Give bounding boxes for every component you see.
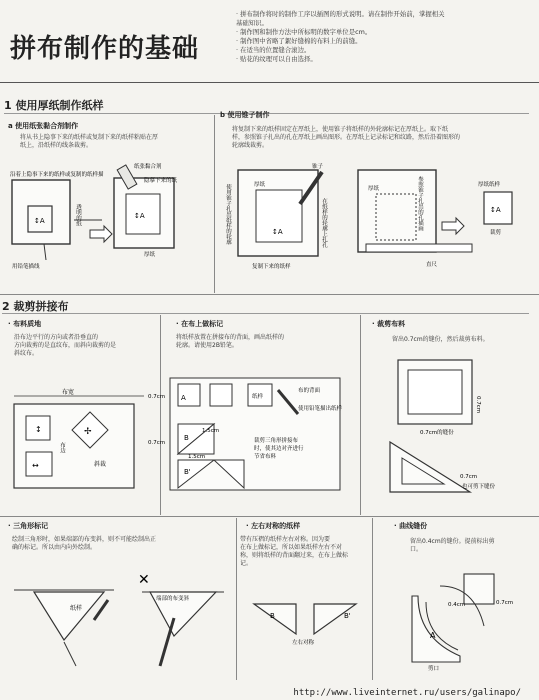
label-pencil: 用铅笔描线	[12, 264, 40, 270]
label-seam-1: 0.7cm	[148, 394, 166, 400]
label-cut: 裁剪	[490, 230, 502, 236]
label-a: A	[430, 631, 436, 640]
label-symmetric: 左右对称	[292, 640, 315, 646]
section3-c1-title: · 三角形标记	[8, 522, 49, 530]
section2-c1-illustration	[4, 384, 154, 496]
intro-line: · 制作图中省略了絮好缝棉的布料上的前缝。	[236, 37, 362, 45]
column-divider	[360, 315, 361, 515]
body-line: 在布上做标记，所以如果纸样左右不对	[240, 544, 343, 551]
section2-c3-body	[392, 336, 489, 344]
label-template: 厚纸纸样	[478, 182, 501, 188]
body-line: 确的标记。所以由内向外绘制。	[12, 544, 97, 551]
label-use-pencil: 使用铅笔描出纸样	[298, 406, 343, 412]
pencil-icon	[44, 244, 46, 260]
arrow-out	[64, 642, 76, 666]
body-line: 将纸样放置在拼接布的背面，画出纸样的	[176, 334, 285, 341]
label-bias: 斜裁	[94, 461, 107, 468]
label-traced: 隐摹下来的纸	[144, 178, 178, 184]
label-b: B	[184, 434, 189, 442]
section3-divider	[0, 516, 539, 517]
section2-title: 裁剪拼接布	[13, 300, 69, 313]
cross-grain-square	[26, 452, 52, 476]
body-line: 绘制三角形时，如果端部的布变斜，则不可能绘制出正	[12, 536, 157, 543]
traced-paper	[12, 180, 70, 244]
intro-line: · 贴花的纹理可以自由选择。	[236, 55, 317, 63]
section2-heading	[2, 298, 69, 314]
label-fabric-back: 布的背面	[298, 388, 321, 394]
label-b: B	[270, 612, 275, 620]
label-cardboard: 厚纸	[144, 252, 156, 258]
label-glue: 纸张黏合剂	[134, 164, 162, 170]
grain-arrow-label: ↕A	[134, 212, 145, 220]
cross-arrow-icon: ✢	[84, 427, 92, 437]
section3-c2-title: · 左右对称的纸样	[246, 522, 301, 530]
body-line: 斜纹布。	[14, 350, 39, 357]
body-line: 将从书上隐事下来的纸样或复制下来的纸样粘贴在厚	[20, 134, 159, 141]
triangle-pattern	[34, 592, 104, 640]
section3-c3-body	[410, 538, 495, 554]
wrong-mark-icon: ✕	[138, 572, 150, 588]
label-cardboard-2: 厚纸	[368, 186, 380, 192]
body-line: 纸上，沿纸样的线条裁剪。	[20, 142, 93, 149]
section1-title: 使用厚纸制作纸样	[15, 99, 104, 112]
label-cut-allowance: 也可剪下缝份	[462, 484, 496, 490]
column-divider	[236, 518, 237, 680]
label-transparent-paper: 透明的纸	[75, 204, 81, 226]
section2-c2-illustration	[148, 370, 356, 500]
label-seam-small: 0.7cm	[460, 474, 478, 480]
body-line: 沿布边平行的方向或者沿垂直的	[14, 334, 99, 341]
pattern-line	[408, 370, 462, 414]
section3-c1-illustration	[4, 570, 234, 680]
label-awl: 锥子	[312, 164, 324, 170]
section1-number: 1	[4, 99, 12, 112]
column-divider	[372, 518, 373, 680]
section1-b-title: b 使用锥子制作	[220, 111, 270, 119]
page-title: 拼布制作的基础	[10, 34, 200, 64]
label-seam-4: 1.5cm	[188, 454, 206, 460]
label-seam-2: 1.5cm	[202, 428, 220, 434]
label-b-prime: B'	[184, 468, 191, 476]
body-line: 轮廓。请使用2B铅笔。	[176, 342, 238, 349]
body-line: 留出0.7cm的缝份，然后裁剪布料。	[392, 336, 489, 343]
arrow-icon	[442, 218, 464, 234]
section2-c1-body	[14, 334, 116, 358]
label-cardboard: 厚纸	[254, 182, 266, 188]
label-b-prime: B'	[344, 612, 351, 620]
intro-line: · 拼布制作将时的制作工序以插图的形式说明。请在制作开始前，掌握相关	[236, 10, 445, 18]
pattern-box	[210, 384, 232, 406]
label-seam-allowance-side: 0.7cm	[475, 396, 481, 414]
section2-c3-illustration	[366, 350, 532, 500]
body-line: 记。	[240, 560, 253, 567]
pattern-b	[254, 604, 296, 634]
section2-c3-title: · 裁剪布料	[372, 320, 406, 328]
section3-c3-illustration	[404, 566, 534, 674]
grain-arrow-label: ↕A	[34, 217, 45, 225]
label-fabric-width: 布宽	[62, 389, 75, 396]
body-line: 轮廓线裁剪。	[232, 142, 269, 149]
label-trace: 沿着上隐事下来的纸样或复制的纸样描	[10, 172, 104, 178]
label-trace-holes: 参照锥子扎出的孔描画	[417, 176, 423, 231]
header-divider	[0, 82, 539, 83]
column-divider	[214, 115, 215, 293]
corner-square	[464, 574, 494, 604]
section1-b-body	[232, 126, 460, 150]
grain-arrow-label: ↕A	[490, 206, 501, 214]
label-seam-04: 0.4cm	[448, 602, 466, 608]
section2-c1-title: · 布料质地	[8, 320, 42, 328]
arrow-icon	[90, 226, 112, 242]
label-triangle-note-2: 时，使其边对齐进行	[254, 446, 304, 452]
label-punch: 在纸样的轮廓上扎孔	[321, 198, 327, 248]
section1-heading	[4, 97, 104, 113]
body-line: 口。	[410, 546, 423, 553]
intro-line: · 制作图和制作方法中所标明的数字单位是cm。	[236, 28, 372, 36]
grain-arrow-label: ↕A	[272, 228, 283, 236]
section3-c2-body	[240, 536, 348, 568]
pencil-icon	[160, 618, 174, 666]
label-awl-outline: 使用锥子扎出纸样的轮廓	[225, 184, 231, 245]
body-line: 方向裁剪的是直纹布，而斜向裁剪的是	[14, 342, 117, 349]
label-ruler: 直尺	[426, 262, 438, 268]
grain-arrow: ↕	[35, 425, 42, 434]
label-copied: 复制下来的纸样	[252, 264, 291, 270]
section1-b-illustration	[216, 160, 534, 280]
section3-c2-illustration	[240, 596, 370, 646]
label-seam-07: 0.7cm	[496, 600, 514, 606]
intro-line: · 在适当的位置缝合滚边。	[236, 46, 311, 54]
section1-a-body	[20, 134, 158, 150]
body-line: 称，则将纸样的背面翻过来，在布上做标	[240, 552, 349, 559]
label-bias-edge: 端部的布变斜	[156, 596, 190, 602]
label-seam-3: 0.7cm	[148, 440, 166, 446]
section3-c3-title: · 曲线缝份	[394, 522, 428, 530]
section1-a-illustration	[4, 160, 214, 270]
pencil-icon	[94, 600, 108, 620]
label-notch: 剪口	[428, 666, 440, 672]
body-line: 将复制下来的纸样固定在厚纸上，使用锥子将纸样的外轮廓标记在厚纸上。取下纸	[232, 126, 449, 133]
grain-arrow: ↔	[32, 461, 39, 470]
label-triangle-note-3: 节省布料	[254, 454, 277, 460]
ruler-icon	[366, 244, 472, 252]
label-pattern: 纸样	[252, 394, 264, 400]
label-a: A	[181, 394, 186, 402]
body-line: 带有压褶的纸样左右对称。因为要	[240, 536, 331, 543]
section3-c1-body	[12, 536, 156, 552]
body-line: 留出0.4cm的缝份。提前标出剪	[410, 538, 495, 545]
label-selvage: 布边	[59, 442, 65, 453]
section2-c2-body	[176, 334, 284, 350]
section2-number: 2	[2, 300, 10, 313]
label-pattern: 纸样	[70, 605, 83, 612]
section2-c2-title: · 在布上做标记	[176, 320, 224, 328]
body-line: 样，参照锥子扎出的孔在厚纸上画出图形。在厚纸上记录标记和纹路，然后沿着图形的	[232, 134, 461, 141]
section1-a-title: a 使用纸张黏合剂制作	[8, 122, 79, 130]
section2-divider	[2, 313, 529, 314]
section2-top-divider	[0, 294, 539, 295]
label-triangle-note-1: 裁剪三角形拼接布	[254, 438, 299, 444]
intro-line: 基础知识。	[236, 19, 268, 27]
watermark-url: http://www.liveinternet.ru/users/galinapo/	[293, 688, 521, 698]
label-seam-allowance: 0.7cm的缝份	[420, 430, 454, 436]
intro-notes	[236, 10, 526, 64]
